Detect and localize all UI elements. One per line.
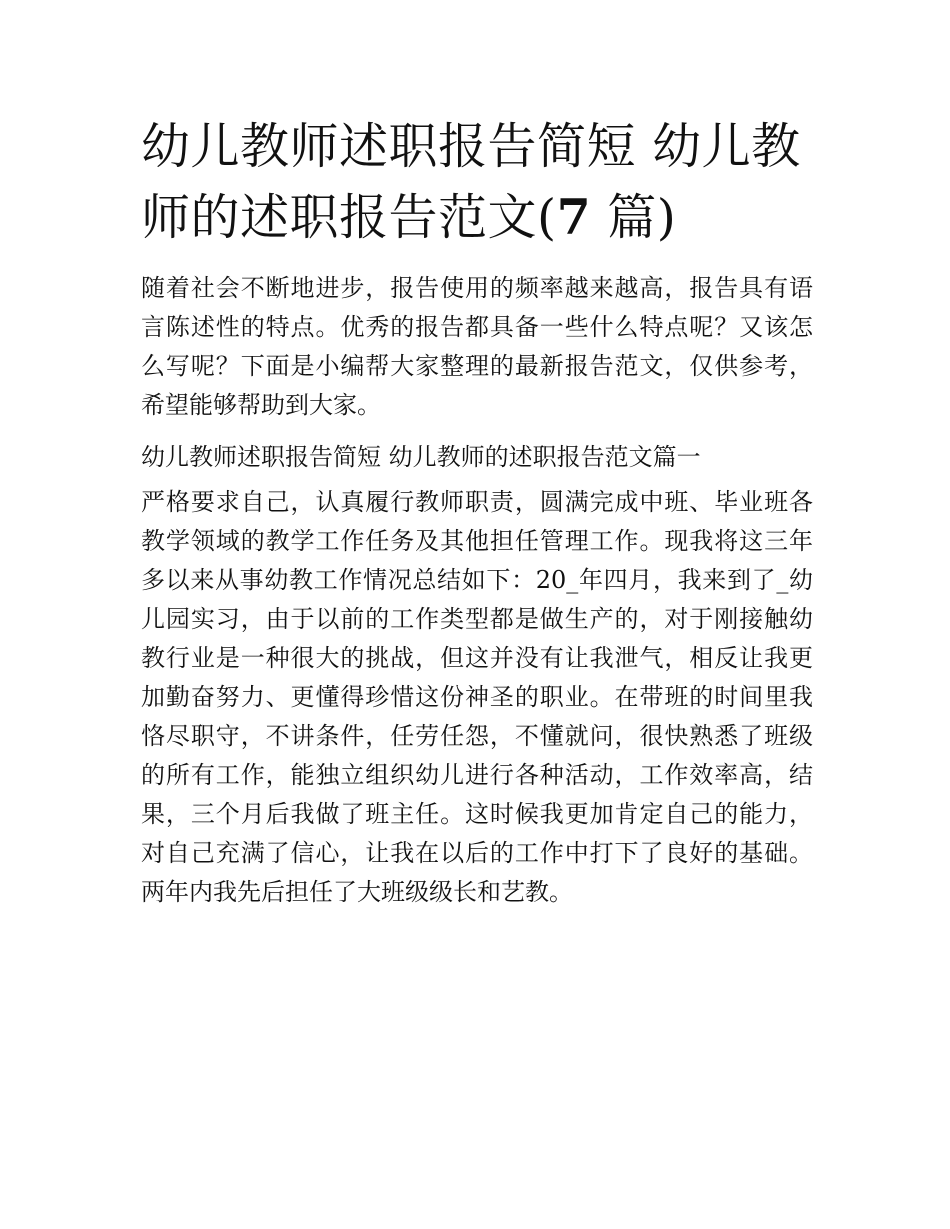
- body-line: 的所有工作，能独立组织幼儿进行各种活动，工作效率高，结: [141, 761, 813, 789]
- document-content: [141, 112, 813, 912]
- section-heading: 幼儿教师述职报告简短 幼儿教师的述职报告范文篇一: [141, 443, 701, 471]
- body-line: 教行业是一种很大的挑战，但这并没有让我泄气，相反让我更: [141, 644, 813, 672]
- title-line-2-pre: 师的述职报告范文(: [141, 189, 557, 246]
- body-line: 加勤奋努力、更懂得珍惜这份神圣的职业。在带班的时间里我: [141, 683, 813, 711]
- body-line: 果，三个月后我做了班主任。这时候我更加肯定自己的能力，: [141, 800, 813, 828]
- body-line: 严格要求自己，认真履行教师职责，圆满完成中班、毕业班各: [141, 488, 813, 516]
- title-line-2-post: 篇): [591, 189, 677, 246]
- document-title: [141, 112, 813, 253]
- body-line: 多以来从事幼教工作情况总结如下：20_年四月，我来到了_幼: [141, 566, 813, 594]
- intro-line: 么写呢？下面是小编帮大家整理的最新报告范文，仅供参考，: [141, 352, 813, 380]
- body-paragraph: [141, 483, 813, 912]
- body-line: 恪尽职守，不讲条件，任劳任怨，不懂就问，很快熟悉了班级: [141, 722, 813, 750]
- body-line: 两年内我先后担任了大班级级长和艺教。: [141, 878, 573, 906]
- title-line-2-number: 7: [556, 188, 592, 246]
- body-line: 儿园实习，由于以前的工作类型都是做生产的，对于刚接触幼: [141, 605, 813, 633]
- body-line: 对自己充满了信心，让我在以后的工作中打下了良好的基础。: [141, 839, 813, 867]
- body-line: 教学领域的教学工作任务及其他担任管理工作。现我将这三年: [141, 527, 813, 555]
- intro-line: 希望能够帮助到大家。: [141, 391, 381, 419]
- intro-paragraph: [141, 269, 813, 425]
- title-line-1: 幼儿教师述职报告简短 幼儿教: [141, 118, 801, 175]
- intro-line: 随着社会不断地进步，报告使用的频率越来越高，报告具有语: [141, 274, 813, 302]
- intro-line: 言陈述性的特点。优秀的报告都具备一些什么特点呢？又该怎: [141, 313, 813, 341]
